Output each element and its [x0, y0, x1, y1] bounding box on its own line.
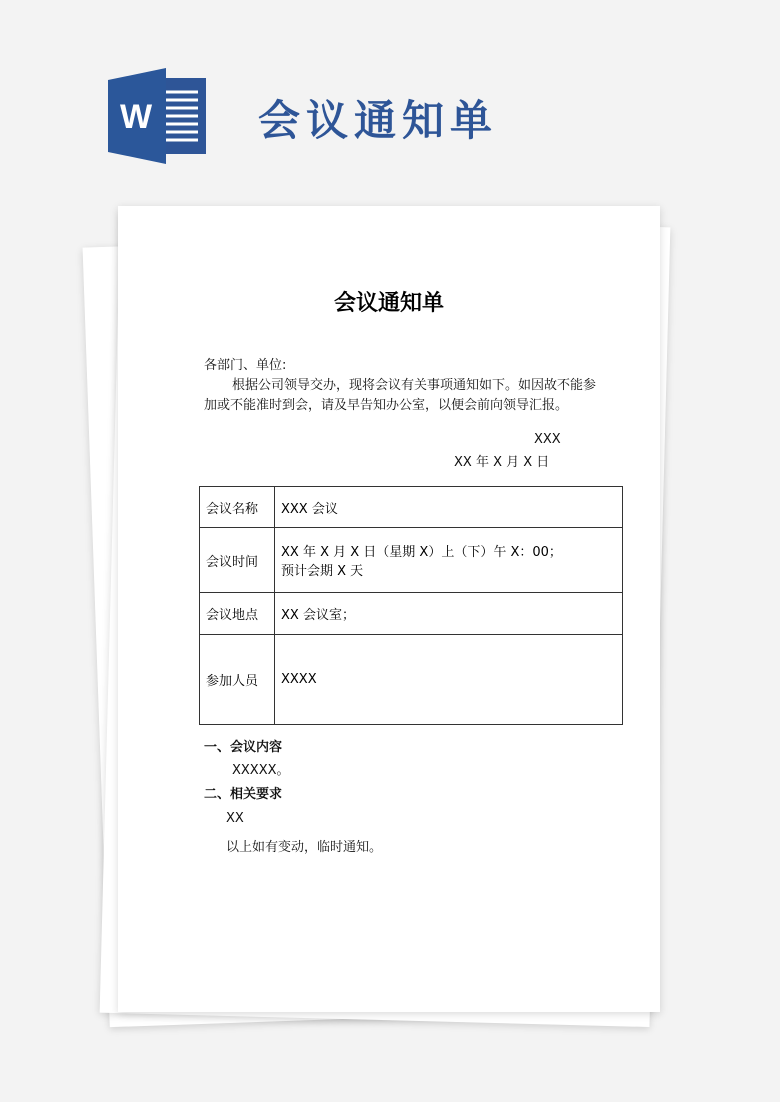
row-value [275, 528, 623, 593]
row-value: XX 会议室； [275, 593, 623, 635]
row-label: 参加人员 [200, 635, 275, 725]
table-row [200, 487, 623, 528]
duration-line: 预计会期 X 天 [281, 564, 364, 579]
body-line: 根据公司领导交办，现将会议有关事项通知如下。如因故不能参 [232, 378, 597, 393]
section-text: XXXXX。 [232, 763, 290, 778]
row-label: 会议时间 [200, 528, 275, 593]
table-row [200, 593, 623, 635]
word-logo-icon [108, 68, 208, 164]
banner-title: 会议通知单 [258, 96, 499, 145]
row-label: 会议名称 [200, 487, 275, 528]
section-heading: 一、会议内容 [204, 740, 283, 755]
table-row [200, 635, 623, 725]
document-page [118, 206, 660, 1012]
section-heading: 二、相关要求 [204, 787, 283, 802]
salutation: 各部门、单位: [204, 358, 287, 373]
row-label: 会议地点 [200, 593, 275, 635]
closing: 以上如有变动，临时通知。 [226, 840, 383, 855]
sender: XXX [534, 432, 561, 447]
doc-title: 会议通知单 [333, 291, 444, 316]
row-value: XXX 会议 [275, 487, 623, 528]
meeting-table [199, 486, 623, 725]
body-line: 加或不能准时到会，请及早告知办公室，以便会前向领导汇报。 [204, 398, 569, 413]
section-text: XX [226, 811, 244, 826]
date: XX 年 X 月 X 日 [454, 455, 550, 470]
svg-text:W: W [119, 98, 153, 136]
table-row [200, 528, 623, 593]
row-value: XXXX [275, 635, 623, 725]
time-line: XX 年 X 月 X 日（星期 X）上（下）午 X：00； [281, 545, 562, 560]
